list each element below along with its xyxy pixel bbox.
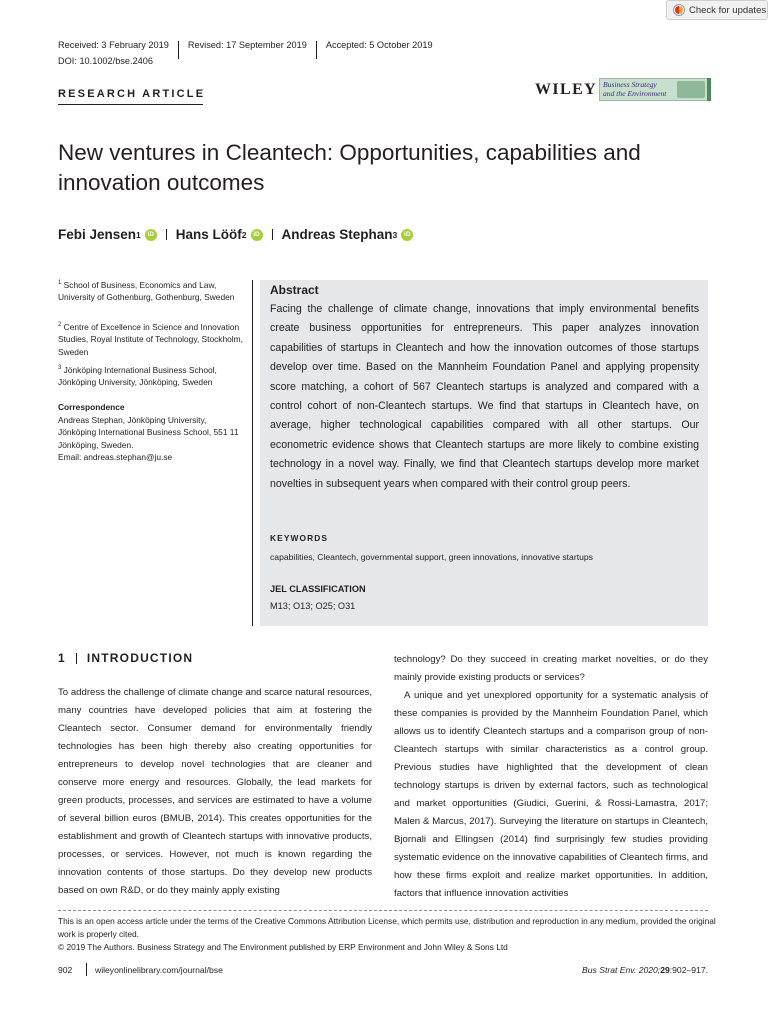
footer-divider: [86, 963, 87, 976]
jel-codes: M13; O13; O25; O31: [270, 601, 356, 611]
paragraph: To address the challenge of climate change and scarce natural resources, many countries have developed policies that aim at fostering the Cleantech sector. Consumer demand for environmentally friendly technologies has been high thereby also creating opportunities for entrepreneurs to develop novel technologies that are cleaner and conserve more energy and resources. Globally, the lead markets for green products, processes, and services are estimated to have a volume of several billion euros (BMUB, 2014). This creates opportunities for the establishment and growth of Cleantech startups with innovative products, processes, or services. However, not much is known regarding the innovation contents of those startups. Do they develop new products based on own R&D, or do they mainly apply existing: [58, 687, 372, 896]
citation-volume: 29: [660, 965, 670, 975]
abstract-divider: [252, 280, 253, 626]
affiliation-mark: 2: [58, 322, 62, 328]
correspondence: [58, 401, 244, 464]
abstract-body: Facing the challenge of climate change, innovations that imply environmental benefits create business opportunities for entrepreneurs. This paper analyzes innovation capabilities of startups in Cleantech and how the innovation outcomes of those startups develop over time. Based on the Mannheim Foundation Panel and applying propensity score matching, a cohort of 567 Cleantech startups is analyzed and compared with a control cohort of non-Cleantech startups. We find that startups in Cleantech have, on average, higher technological capabilities compared with all other startups. Our econometric evidence shows that Cleantech startups are more likely to combine existing technology in a novel way. Finally, we find that Cleantech startups develop more market novelties in subsequent years when compared with their control group peers.: [270, 303, 699, 490]
affiliation: [58, 277, 244, 304]
citation-suffix: :902–917.: [669, 965, 708, 975]
article-type: RESEARCH ARTICLE: [58, 88, 206, 100]
journal-emblem-icon: [677, 81, 705, 98]
orcid-icon[interactable]: iD: [145, 229, 157, 241]
license-notice: [58, 915, 718, 954]
received-date: Received: 3 February 2019: [58, 40, 169, 50]
article-type-underline: [58, 104, 203, 105]
page-number: 902: [58, 965, 73, 975]
affiliation-text: School of Business, Economics and Law, University of Gothenburg, Gothenburg, Sweden: [58, 279, 235, 303]
citation-prefix: Bus Strat Env. 2020;: [582, 965, 661, 975]
body-right-column: [394, 651, 708, 903]
affiliation-text: Centre of Excellence in Science and Innovation Studies, Royal Institute of Technology, Stockholm, Sweden: [58, 321, 243, 357]
correspondence-heading: Correspondence: [58, 402, 125, 412]
article-title: New ventures in Cleantech: Opportunities, capabilities and innovation outcomes: [58, 140, 641, 195]
abstract-box: [260, 280, 708, 626]
author-affiliation-mark: 3: [392, 229, 398, 240]
check-for-updates-label: Check for updates: [689, 4, 767, 16]
accepted-date: Accepted: 5 October 2019: [325, 40, 433, 50]
section-divider: [76, 653, 77, 664]
affiliation: [58, 362, 244, 389]
affiliation-mark: 3: [58, 365, 62, 371]
author-affiliation-mark: 1: [136, 229, 141, 240]
copyright-text: © 2019 The Authors. Business Strategy and The Environment published by ERP Environment and John Wiley & Sons Ltd: [58, 942, 508, 952]
license-text: This is an open access article under the terms of the Creative Commons Attribution License, which permits use, distribution and reproduction in any medium, provided the original work is properly cited.: [58, 916, 716, 939]
journal-url[interactable]: wileyonlinelibrary.com/journal/bse: [95, 965, 223, 975]
abstract-heading: Abstract: [270, 283, 319, 297]
date-divider: [316, 41, 317, 59]
revised-date: Revised: 17 September 2019: [187, 40, 307, 50]
orcid-icon[interactable]: iD: [251, 229, 263, 241]
citation: [582, 965, 708, 975]
affiliation-mark: 1: [58, 280, 62, 286]
keywords-heading: KEYWORDS: [270, 533, 329, 543]
affiliation-text: Jönköping International Business School, Jönköping University, Jönköping, Sweden: [58, 364, 217, 388]
author-name[interactable]: Hans Lööf: [175, 227, 242, 242]
crossmark-icon: [673, 4, 685, 16]
license-divider: [58, 910, 708, 911]
author-affiliation-mark: 2: [241, 229, 247, 240]
article-dates: [58, 36, 433, 54]
correspondence-email[interactable]: Email: andreas.stephan@ju.se: [58, 452, 173, 462]
publisher-logo: WILEY: [535, 81, 598, 98]
orcid-icon[interactable]: iD: [401, 229, 413, 241]
author-name[interactable]: Andreas Stephan: [281, 227, 393, 242]
section-number: 1: [58, 651, 66, 665]
journal-logo-line2: and the Environment: [603, 88, 667, 98]
correspondence-address: Andreas Stephan, Jönköping University, Jönköping International Business School, 551 11 Jönköping, Sweden.: [58, 414, 239, 450]
paragraph: A unique and yet unexplored opportunity for a systematic analysis of these companies is provided by the Mannheim Foundation Panel, which allows us to identify Cleantech startups and a comparison group of non-Cleantech startups with similar characteristics as a control group. Previous studies have highlighted that the development of clean technology startups is driven by external factors, such as technological and market opportunities (Giudici, Guerini, & Rossi-Lamastra, 2017; Malen & Marcus, 2017). Surveying the literature on startups in Cleantech, Bjornali and Ellingsen (2014) find surprisingly few studies providing systematic evidence on the innovative capabilities of Cleantech firms, and how these firms exploit and realize market opportunities. In addition, factors that influence innovation activities: [394, 690, 708, 899]
section-title: INTRODUCTION: [86, 651, 194, 665]
section-heading: [58, 651, 193, 665]
author-name[interactable]: Febi Jensen: [58, 227, 137, 242]
author-divider: [272, 229, 273, 240]
jel-heading: JEL CLASSIFICATION: [270, 584, 366, 594]
doi[interactable]: DOI: 10.1002/bse.2406: [58, 56, 154, 66]
keywords: capabilities, Cleantech, governmental support, green innovations, innovative startups: [270, 552, 593, 562]
paragraph: technology? Do they succeed in creating market novelties, or do they mainly provide existing products or services?: [394, 654, 708, 683]
author-list: [58, 227, 413, 242]
author-divider: [166, 229, 167, 240]
check-for-updates-button[interactable]: [666, 0, 768, 20]
journal-logo-line1: Business Strategy: [603, 80, 657, 89]
date-divider: [178, 41, 179, 59]
body-left-column: [58, 684, 372, 900]
affiliation: [58, 319, 244, 358]
journal-logo: [599, 78, 708, 101]
journal-logo-strip: [707, 78, 711, 101]
